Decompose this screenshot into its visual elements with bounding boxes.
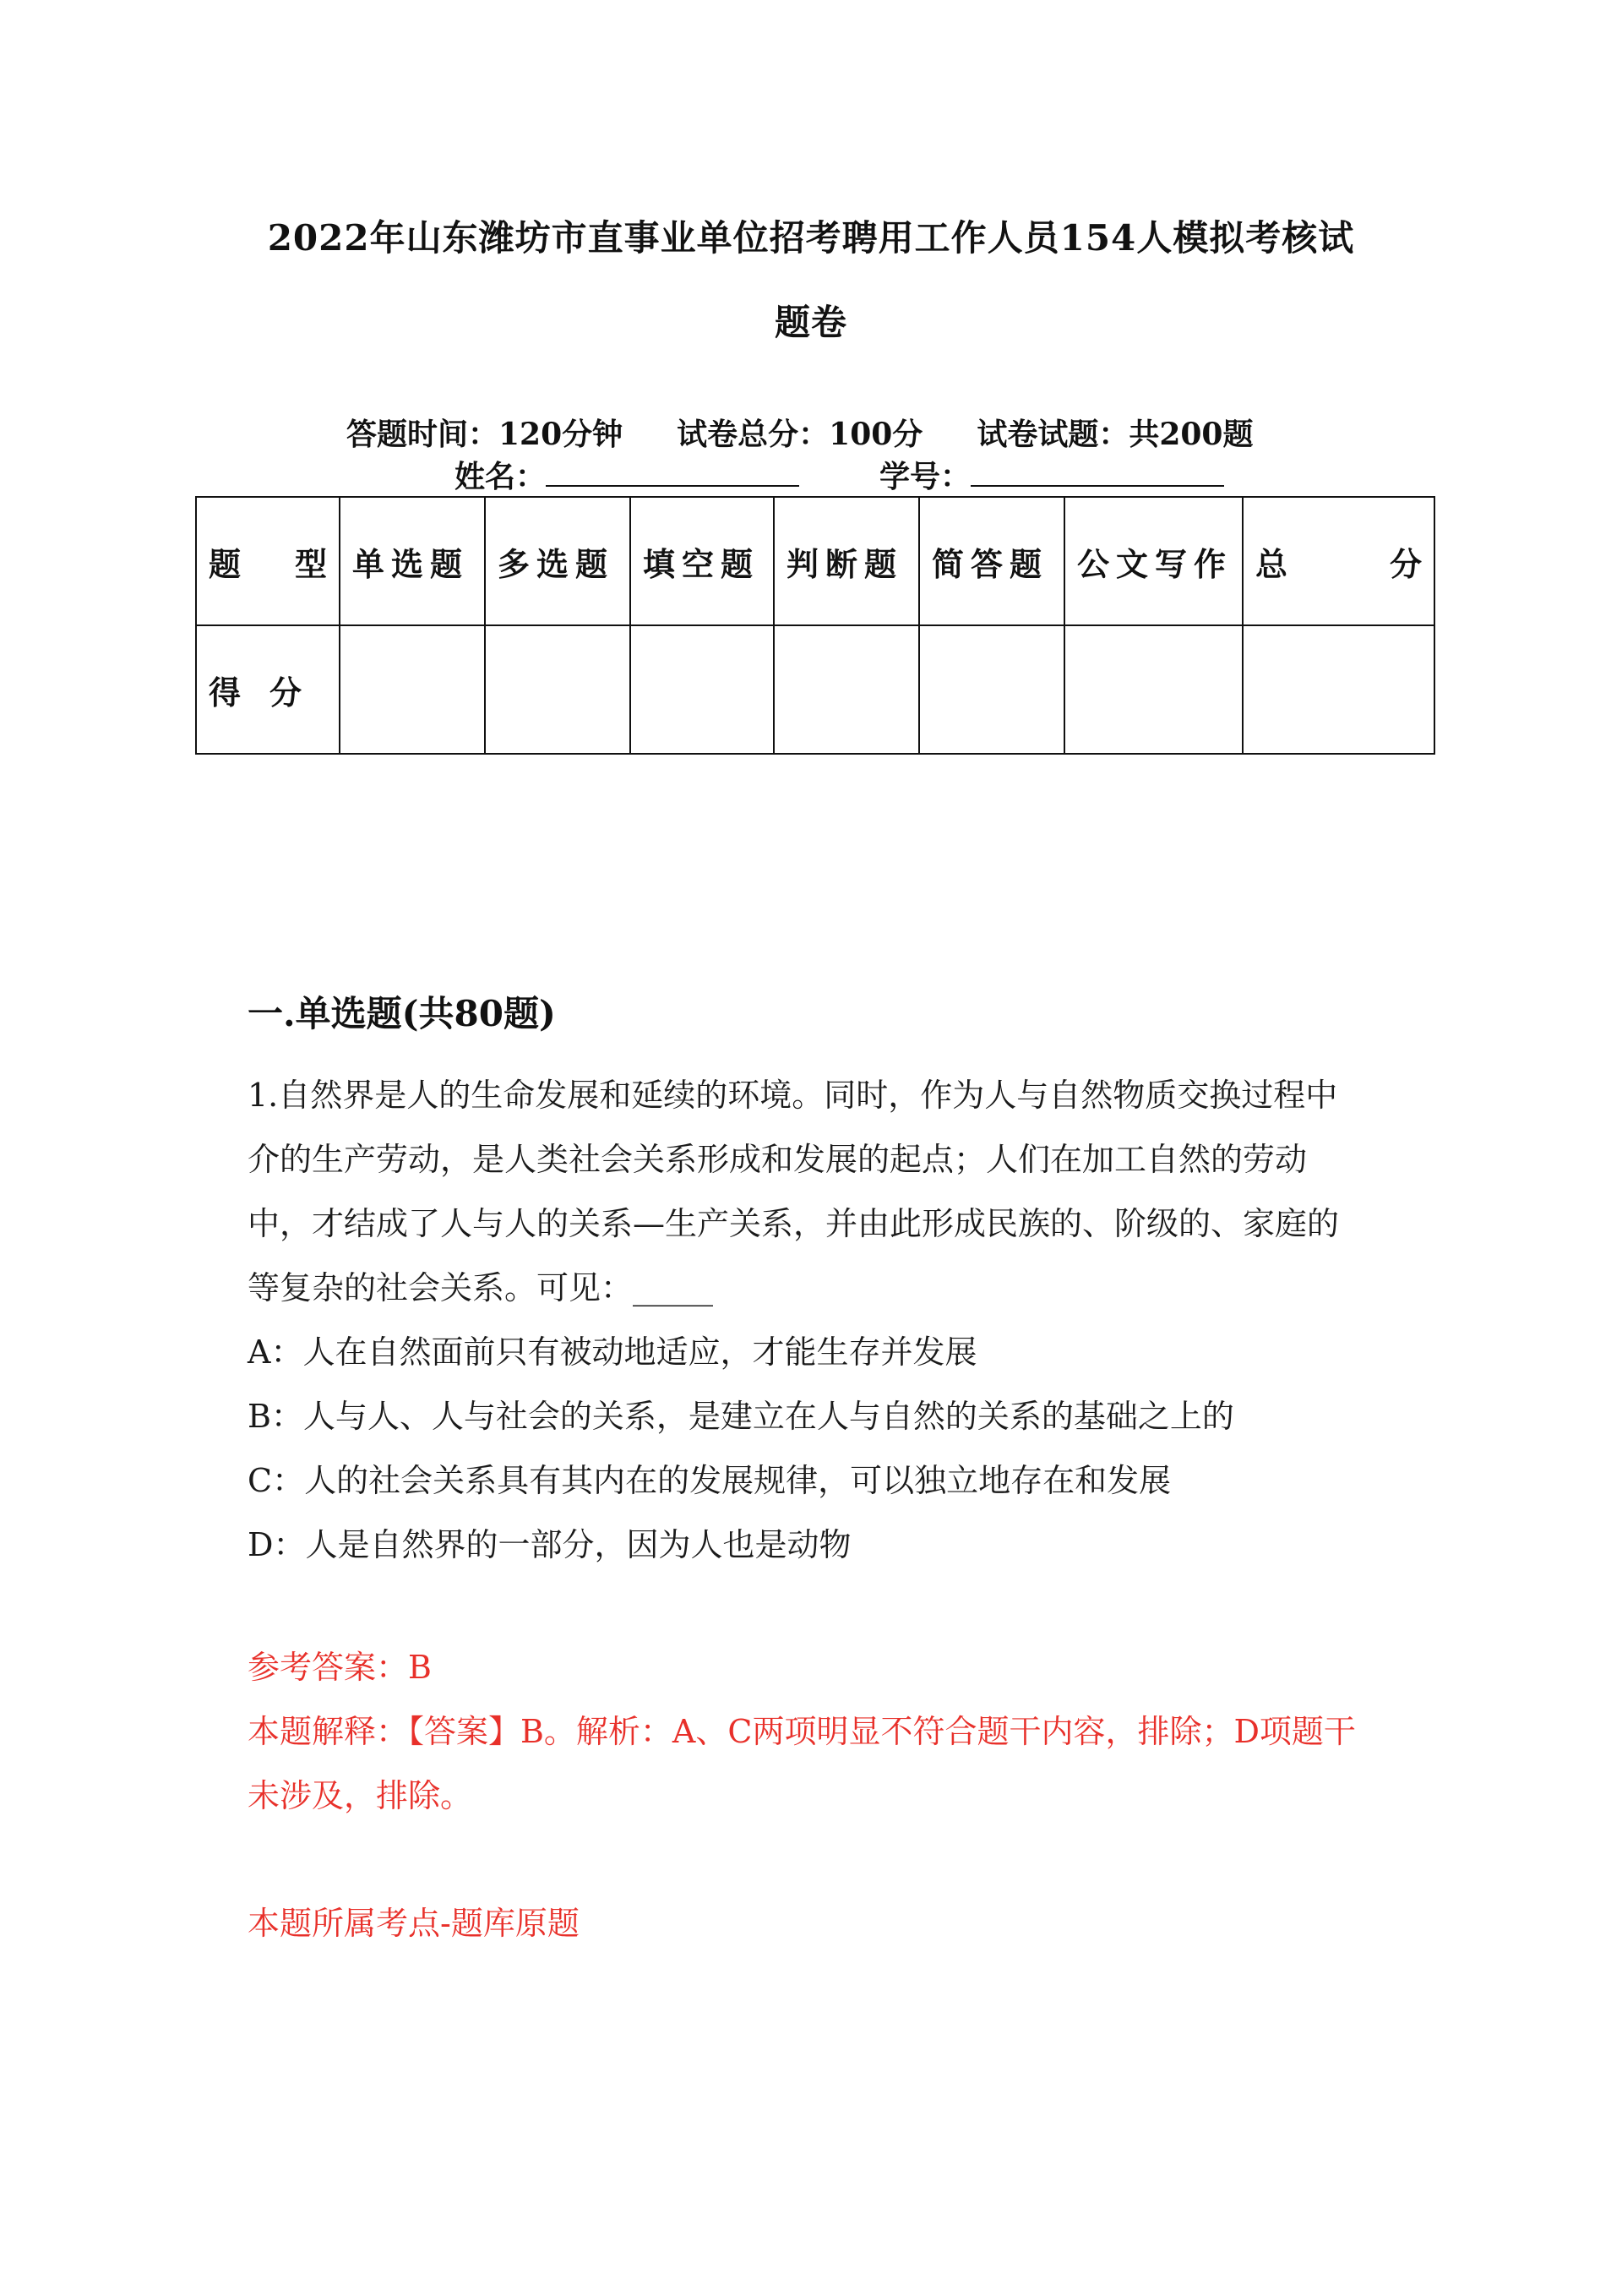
exam-total-questions: 试卷试题：共200题 [977, 417, 1254, 452]
score-table-header-row [196, 497, 1434, 625]
name-label: 姓名： [454, 459, 547, 494]
option-b: B：人与人、人与社会的关系，是建立在人与自然的关系的基础之上的 [248, 1398, 1234, 1435]
id-blank[interactable] [971, 456, 1224, 487]
question-stem-line: 介的生产劳动，是人类社会关系形成和发展的起点；人们在加工自然的劳动 [248, 1141, 1308, 1178]
option-c: C：人的社会关系具有其内在的发展规律，可以独立地存在和发展 [248, 1462, 1172, 1499]
score-table [195, 496, 1435, 755]
section-heading: 一.单选题(共80题) [248, 993, 556, 1034]
question-stem-line: 等复杂的社会关系。可见：_____ [248, 1269, 714, 1306]
id-label: 学号： [879, 459, 972, 494]
knowledge-point: 本题所属考点-题库原题 [248, 1905, 580, 1942]
page-title-line-2: 题卷 [774, 302, 847, 343]
answer-block [248, 1635, 1371, 1828]
col-official-writing: 公文写作 [1064, 497, 1243, 625]
row-label-question-type: 题 型 [196, 497, 340, 625]
col-single-choice: 单选题 [340, 497, 485, 625]
col-short-answer: 简答题 [919, 497, 1064, 625]
score-cell[interactable] [774, 625, 919, 754]
score-cell[interactable] [1243, 625, 1434, 754]
score-cell[interactable] [919, 625, 1064, 754]
question-1 [248, 1063, 1371, 1577]
col-total: 总 分 [1243, 497, 1434, 625]
score-table-score-row [196, 625, 1434, 754]
col-multi-choice: 多选题 [485, 497, 630, 625]
exam-time: 答题时间：120分钟 [346, 417, 623, 452]
student-info-row [454, 456, 1224, 497]
score-cell[interactable] [630, 625, 774, 754]
exam-total-score: 试卷总分：100分 [677, 417, 923, 452]
question-stem-line: 1.自然界是人的生命发展和延续的环境。同时，作为人与自然物质交换过程中 [248, 1077, 1338, 1114]
col-fill-blank: 填空题 [630, 497, 774, 625]
option-a: A：人在自然面前只有被动地适应，才能生存并发展 [248, 1333, 977, 1371]
page-title-line-1: 2022年山东潍坊市直事业单位招考聘用工作人员154人模拟考核试 [267, 217, 1355, 259]
reference-answer: 参考答案：B [248, 1649, 432, 1686]
explanation-line: 未涉及，排除。 [248, 1777, 473, 1814]
exam-meta-row [346, 414, 1253, 455]
explanation-line: 本题解释：【答案】B。解析：A、C两项明显不符合题干内容，排除；D项题干 [248, 1713, 1356, 1750]
question-stem-line: 中，才结成了人与人的关系—生产关系，并由此形成民族的、阶级的、家庭的 [248, 1205, 1340, 1242]
score-cell[interactable] [485, 625, 630, 754]
option-d: D：人是自然界的一部分，因为人也是动物 [248, 1526, 852, 1563]
col-true-false: 判断题 [774, 497, 919, 625]
score-cell[interactable] [1064, 625, 1243, 754]
row-label-score: 得 分 [196, 625, 340, 754]
name-blank[interactable] [546, 456, 799, 487]
score-cell[interactable] [340, 625, 485, 754]
